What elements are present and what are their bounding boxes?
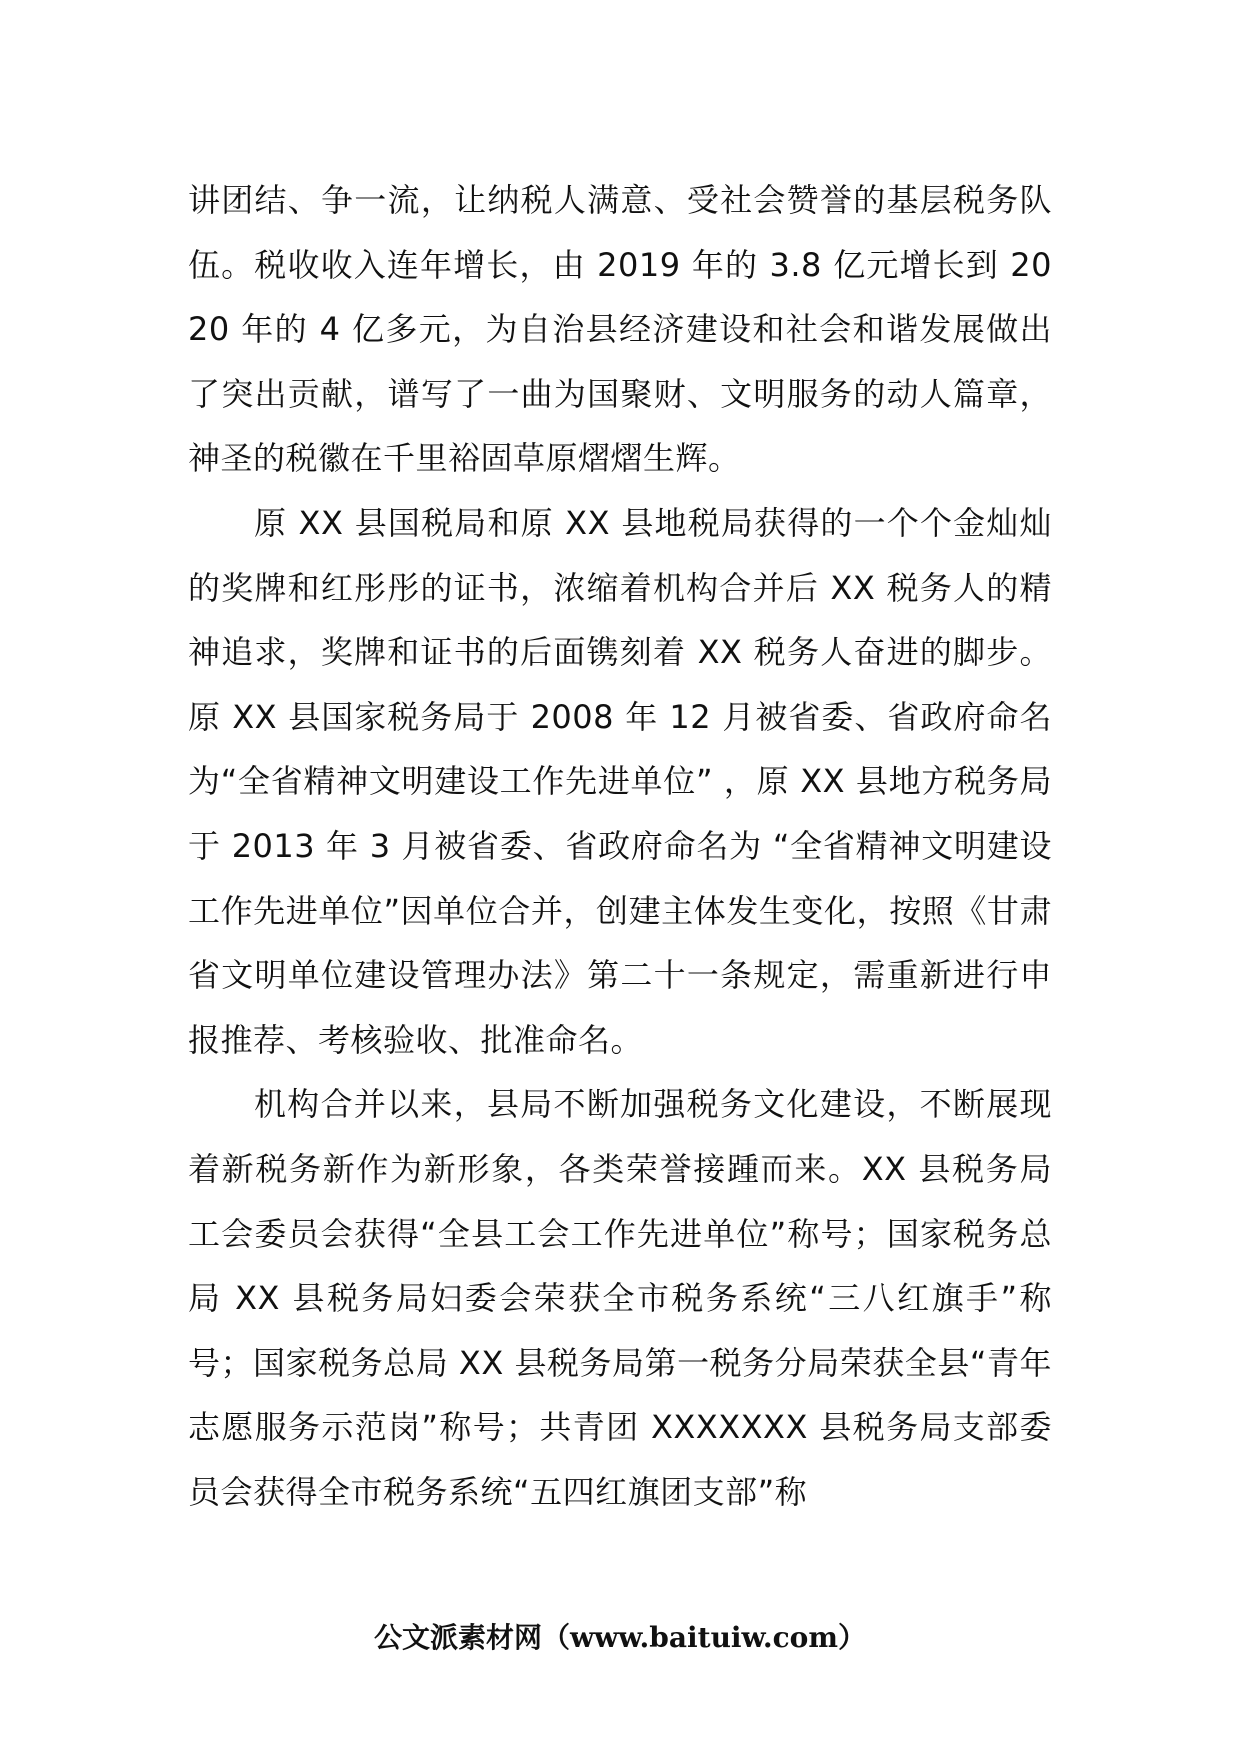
document-body — [188, 168, 1052, 1524]
body-paragraph-2: 原 XX 县国税局和原 XX 县地税局获得的一个个金灿灿的奖牌和红彤彤的证书，浓缩着机构合并后 XX 税务人的精神追求，奖牌和证书的后面镌刻着 XX 税务人奋进的脚步。原 XX 县国家税务局于 2008 年 12 月被省委、省政府命名为“全省精神文明建设工作先进单位” ，原 XX 县地方税务局于 2013 年 3 月被省委、省政府命名为 “全省精神文明建设工作先进单位”因单位合并，创建主体发生变化，按照《甘肃省文明单位建设管理办法》第二十一条规定，需重新进行申报推荐、考核验收、批准命名。 — [188, 503, 1052, 1059]
footer-watermark: 公文派素材网（www.baituiw.com） — [374, 1621, 866, 1654]
body-paragraph-3: 机构合并以来，县局不断加强税务文化建设，不断展现着新税务新作为新形象，各类荣誉接踵而来。XX 县税务局工会委员会获得“全县工会工作先进单位”称号；国家税务总局 XX 县税务局妇委会荣获全市税务系统“三八红旗手”称号；国家税务总局 XX 县税务局第一税务分局荣获全县“青年志愿服务示范岗”称号；共青团 XXXXXXX 县税务局支部委员会获得全市税务系统“五四红旗团支部”称 — [188, 1085, 1052, 1511]
body-paragraph-1: 讲团结、争一流，让纳税人满意、受社会赞誉的基层税务队伍。税收收入连年增长，由 2019 年的 3.8 亿元增长到 2020 年的 4 亿多元，为自治县经济建设和社会和谐发展做出了突出贡献，谱写了一曲为国聚财、文明服务的动人篇章，神圣的税徽在千里裕固草原熠熠生辉。 — [188, 181, 1052, 478]
